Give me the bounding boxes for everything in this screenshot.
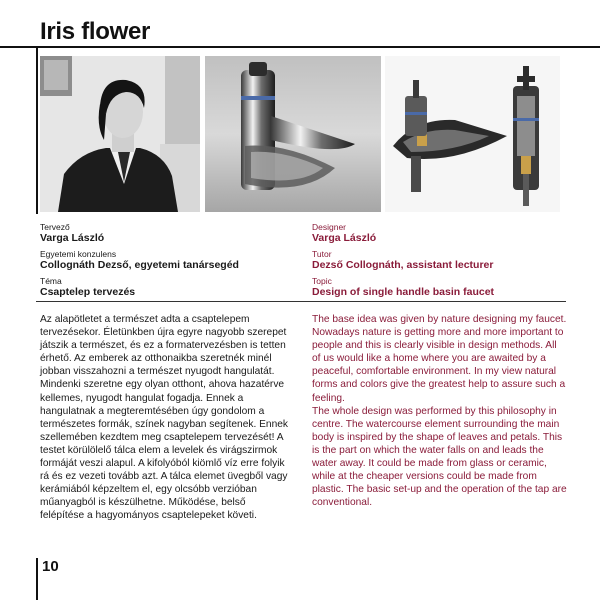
paragraph: The base idea was given by nature designing my faucet. Nowadays nature is getting more and more important to people and this is clearly visible in design methods. All of us would like a home where you are awaited by a peaceful, comfortable environment. In my view natural forms and colors give the greatest help to assure such a feeling.	[312, 314, 567, 404]
credit-label: Designer	[312, 222, 347, 232]
page-number: 10	[42, 558, 59, 575]
credit-label: Egyetemi konzulens	[40, 249, 117, 259]
page-title: Iris flower	[40, 18, 151, 45]
faucet-cross-section-photo	[385, 56, 560, 212]
designer-portrait-photo	[40, 56, 200, 212]
credit-label: Tutor	[312, 249, 332, 259]
gutter-line-top	[36, 46, 38, 214]
credit-value: Csaptelep tervezés	[40, 286, 136, 298]
credit-label: Topic	[312, 276, 332, 286]
credit-topic-hu	[40, 276, 135, 299]
top-rule	[0, 46, 600, 48]
credit-label: Tervező	[40, 222, 70, 232]
credit-tutor-hu	[40, 249, 239, 272]
paragraph: The whole design was performed by this philosophy in centre. The watercourse element surrounding the main body is inspired by the shape of leaves and petals. This is the part on which the water falls on and leads the water away. It could be made from glass or ceramic, while at the cheaper versions could be made from plastic. The basic set-up and the operation of the tap are conventional.	[312, 405, 567, 509]
credit-label: Téma	[40, 276, 62, 286]
body-text-en	[312, 313, 567, 509]
credit-designer-en	[312, 222, 376, 245]
credit-value: Varga László	[40, 232, 105, 244]
faucet-render-photo	[205, 56, 381, 212]
credit-value: Dezső Collognáth, assistant lecturer	[312, 259, 494, 271]
section-divider	[36, 301, 566, 302]
body-text-hu	[40, 313, 290, 523]
credit-designer-hu	[40, 222, 104, 245]
credit-value: Collognáth Dezső, egyetemi tanársegéd	[40, 259, 239, 271]
gutter-line-bottom	[36, 558, 38, 600]
credit-tutor-en	[312, 249, 493, 272]
paragraph: Az alapötletet a természet adta a csaptelepem tervezésekor. Életünkben újra egyre nagyobb szerepet játszik a természet, és ez a formatervezésben is tetten érhető. Az emberek az otthonaikba szeretnék minél jobban visszahozni a természet nyugodt hangulatát. Mindenki szeretne egy olyan otthont, ahova hazatérve kellemes, nyugodt hangulat fogadja. Ennek a hangulatnak a megteremtésében úgy gondolom a természetes formák, színek nagyban segítenek. Ennek szellemében kezdtem meg csaptelepem tervezését! A testet körülölelő tálca elem a levelek és virágszirmok formáját veszi alapul. A kifolyóból kiömlő víz erre folyik rá és ez vezeti tovább azt. A tálca elemet üvegből vagy kerámiából képzeltem el, egy olcsóbb verzióban műanyagból is készülhetne. Működése, belső felépítése a hagyományos csaptelepeket követi.	[40, 314, 289, 522]
credit-value: Design of single handle basin faucet	[312, 286, 495, 298]
credit-value: Varga László	[312, 232, 377, 244]
credit-topic-en	[312, 276, 494, 299]
